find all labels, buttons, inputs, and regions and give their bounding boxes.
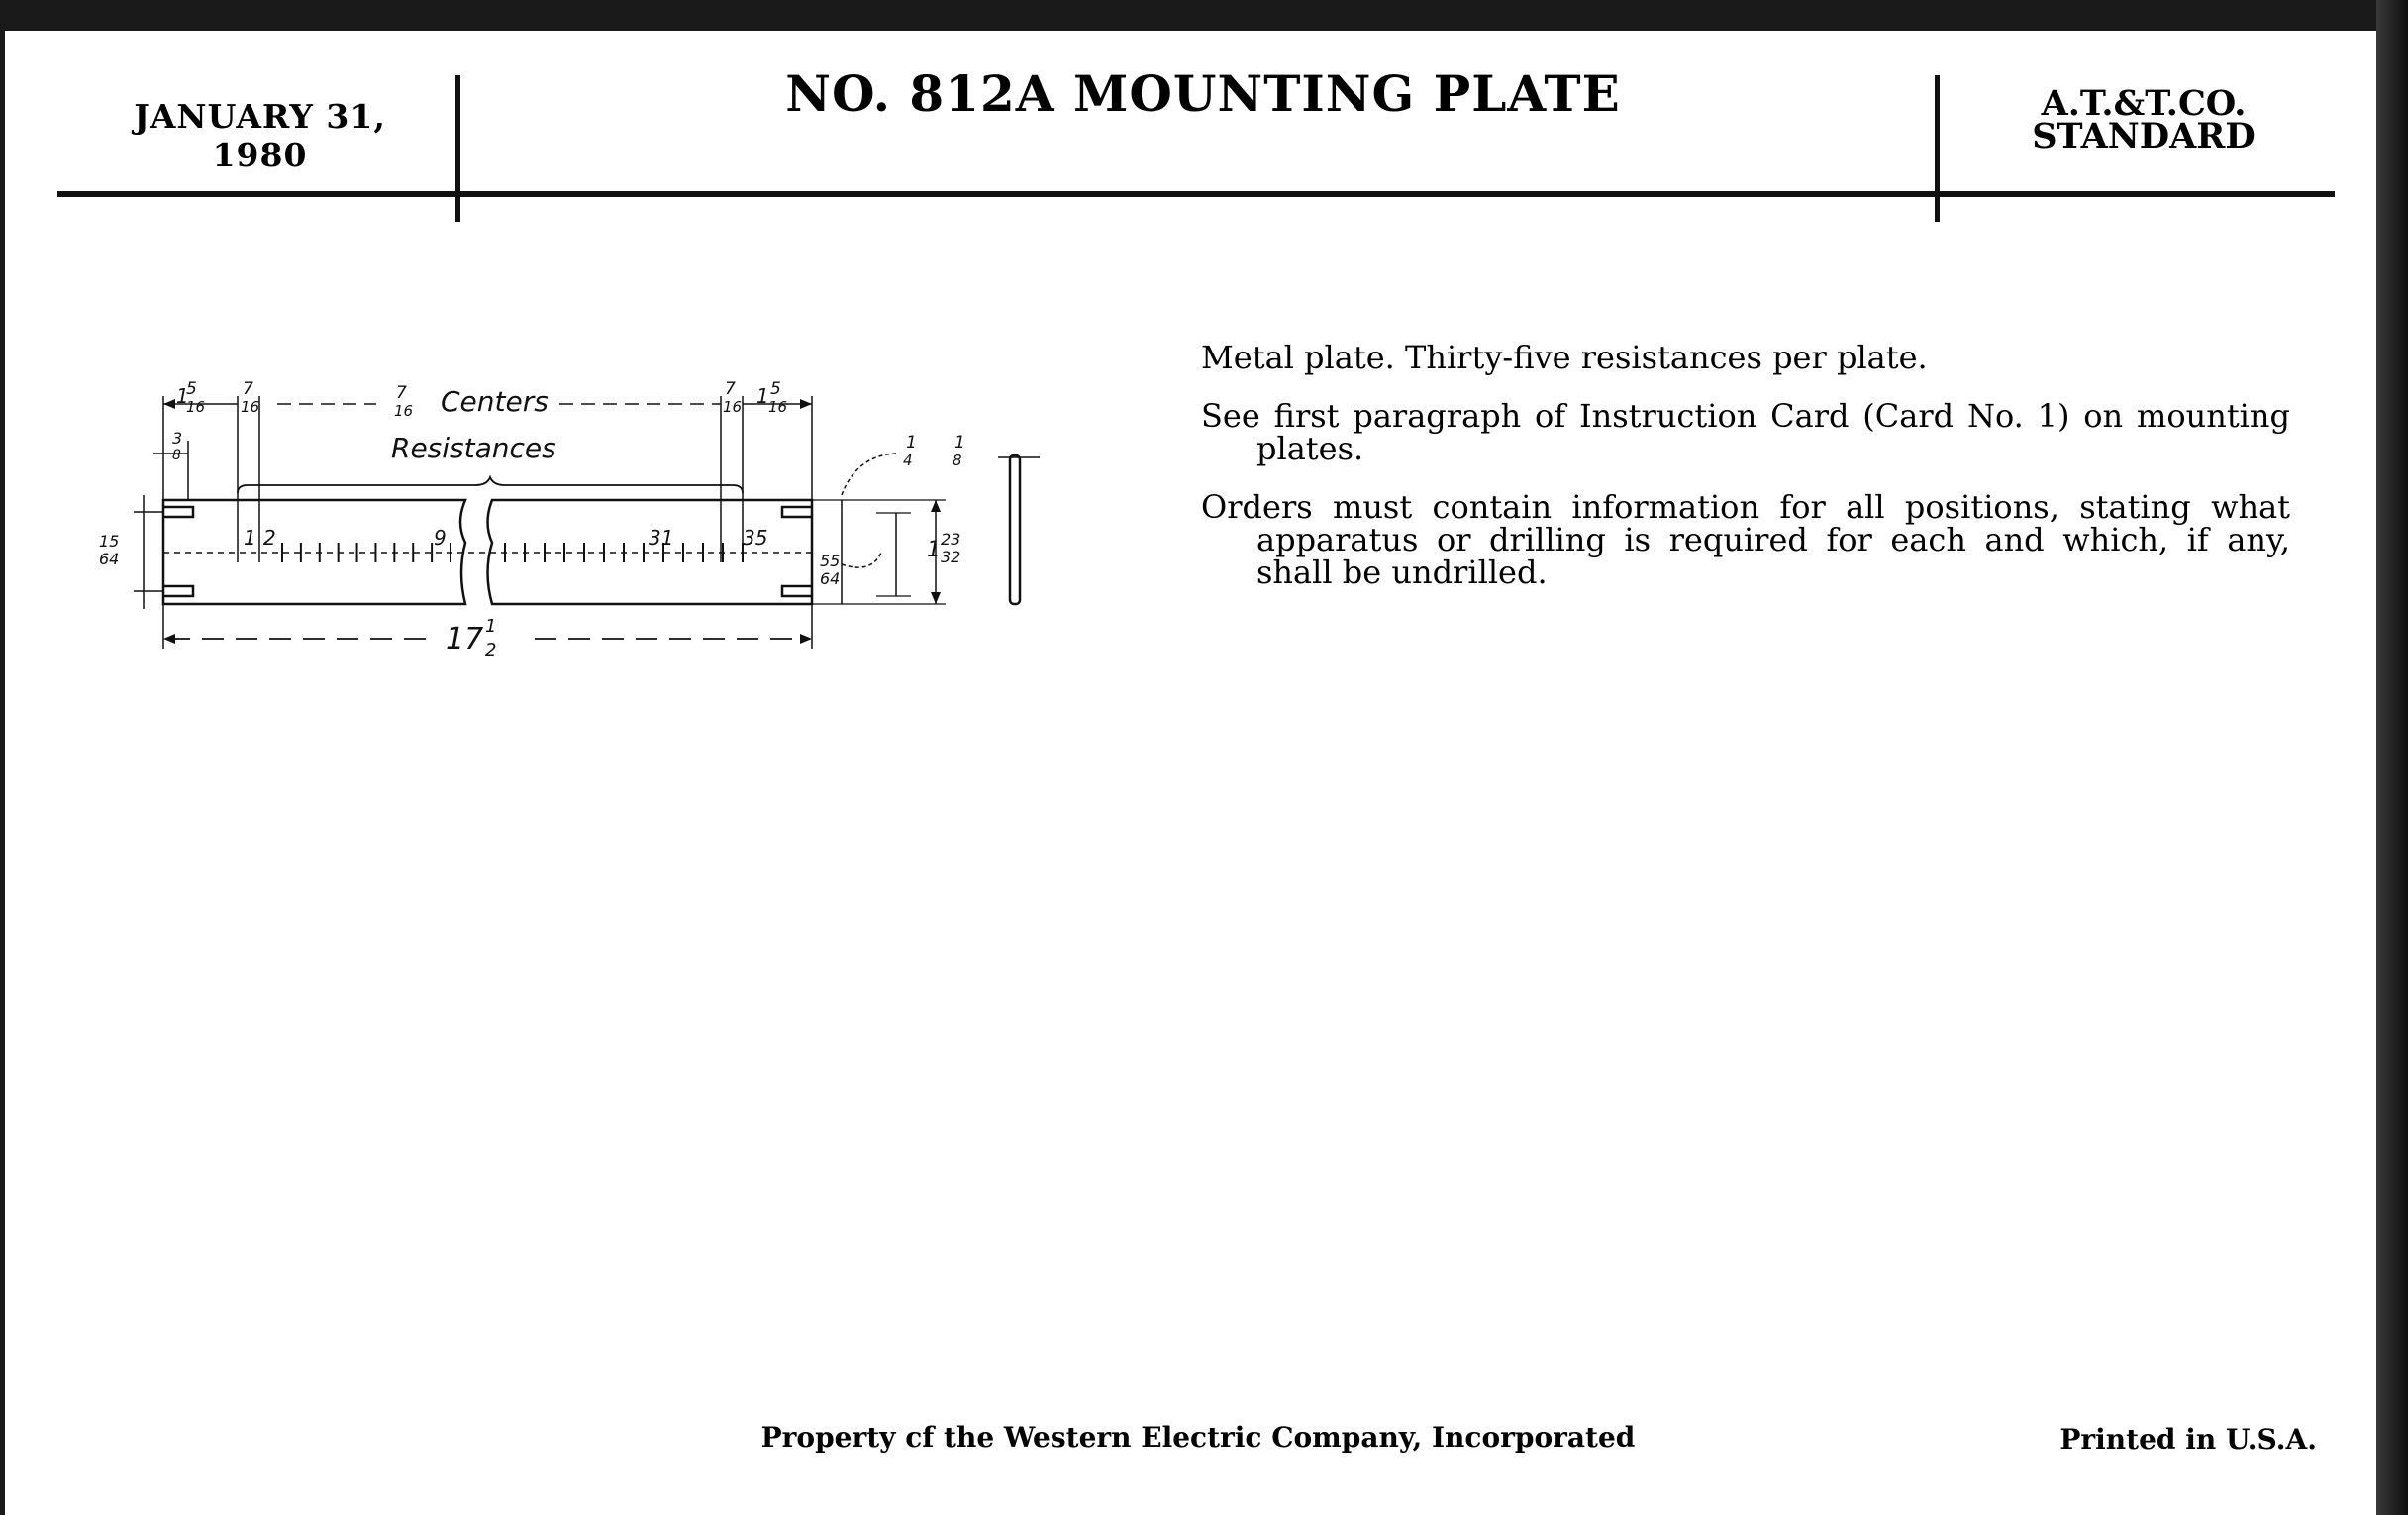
centers-label: Centers (441, 385, 549, 418)
standard-line-2: STANDARD (2032, 116, 2256, 156)
frac-55-64-den: 64 (820, 569, 841, 588)
document-title: NO. 812A MOUNTING PLATE (785, 64, 1621, 123)
frac-55-64-num: 55 (820, 552, 841, 570)
frac-7-16-num-right: 7 (725, 379, 736, 399)
frac-1-4-num: 1 (906, 433, 917, 453)
slot-bottom-left (163, 586, 193, 596)
length-fraction-den: 2 (485, 640, 497, 660)
position-9: 9 (434, 526, 447, 550)
frac-23-32-num: 23 (941, 530, 961, 549)
frac-23-32-whole: 1 (927, 538, 941, 562)
header-divider-left (455, 75, 460, 222)
issue-date: JANUARY 31, 1980 (134, 97, 386, 174)
position-1: 1 (244, 526, 256, 550)
slot-top-left (163, 507, 193, 517)
frac-5-16-whole: 1 (176, 384, 189, 408)
paragraph-3: Orders must contain information for all positions, stating what apparatus or drilling is required for each and which, if any, shall be undrilled. (1201, 488, 2290, 591)
property-notice: Property cf the Western Electric Company, Incorporated (760, 1421, 1636, 1454)
slot-top-right (782, 507, 812, 517)
frac-23-32-den: 32 (941, 548, 961, 566)
frac-15-64-den: 64 (99, 550, 120, 568)
description-text (1201, 339, 2290, 615)
header-divider-right (1935, 75, 1940, 222)
scan-edge-shadow (2376, 0, 2408, 1515)
printed-notice: Printed in U.S.A. (2059, 1423, 2317, 1456)
resistances-label: Resistances (391, 432, 556, 464)
length-label: 17 (446, 622, 484, 656)
position-ticks-right (505, 543, 743, 562)
position-2: 2 (263, 526, 276, 550)
standard-label (1946, 83, 2342, 156)
document-page (5, 31, 2376, 1515)
edge-view (1010, 455, 1020, 604)
header-rule (57, 191, 2335, 197)
frac-5-16-den: 16 (186, 398, 206, 416)
frac-3-8-den: 8 (172, 448, 181, 463)
frac-5-16-den-right: 16 (768, 398, 788, 416)
centers-frac-den: 16 (394, 402, 414, 420)
frac-5-16-num-right: 5 (770, 379, 781, 399)
frac-7-16-num: 7 (243, 379, 253, 399)
position-35: 35 (743, 526, 768, 550)
mounting-plate-drawing (59, 337, 1069, 663)
paragraph-2: See first paragraph of Instruction Card (Card No. 1) on mounting plates. (1201, 397, 2290, 467)
frac-1-8-num: 1 (954, 433, 965, 453)
position-31: 31 (649, 526, 674, 550)
frac-5-16-whole-right: 1 (756, 384, 769, 408)
length-fraction-num: 1 (485, 616, 497, 637)
frac-3-8-num: 3 (172, 429, 183, 448)
frac-7-16-den-right: 16 (723, 398, 743, 416)
frac-15-64-num: 15 (99, 532, 120, 551)
frac-1-4-den: 4 (903, 452, 913, 469)
frac-1-8-den: 8 (953, 452, 962, 469)
paragraph-1: Metal plate. Thirty-five resistances per plate. (1201, 339, 1928, 376)
centers-frac-num: 7 (396, 383, 407, 403)
slot-bottom-right (782, 586, 812, 596)
frac-7-16-den: 16 (241, 398, 260, 416)
frac-5-16-num: 5 (186, 379, 197, 399)
standard-line-1: A.T.&T.CO. (2041, 83, 2247, 124)
